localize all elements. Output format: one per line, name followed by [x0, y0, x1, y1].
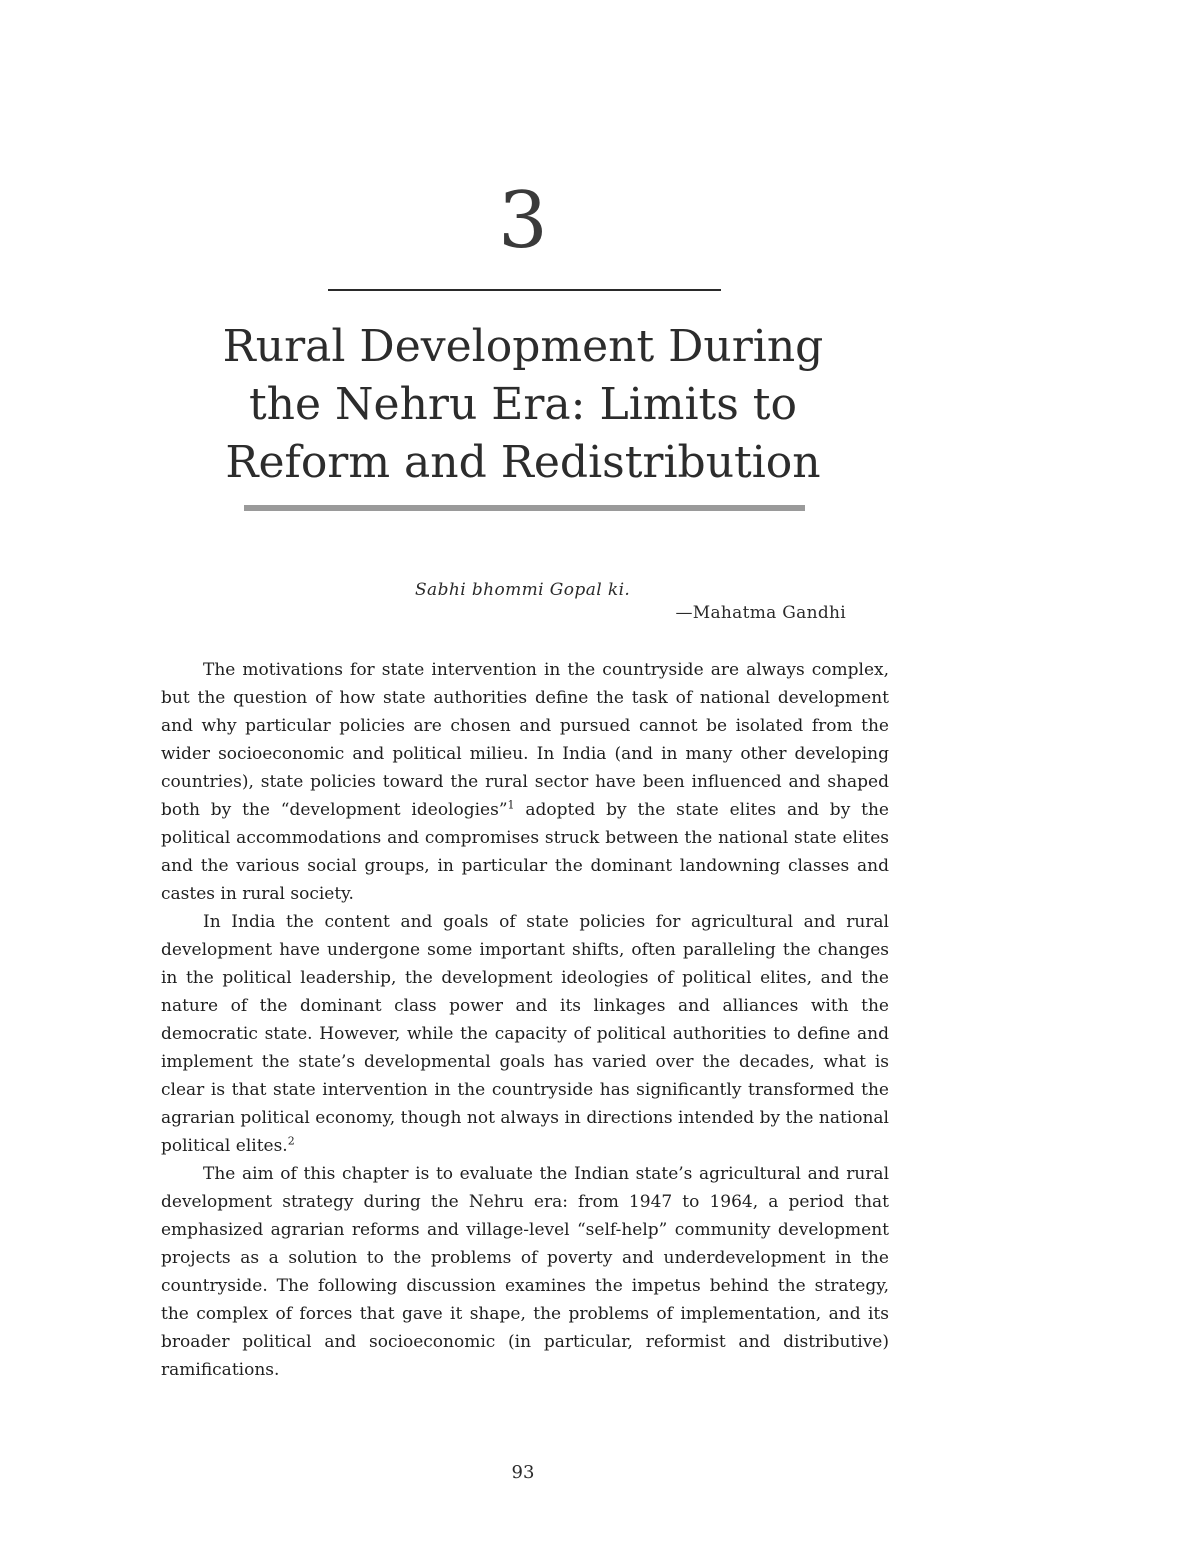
epigraph-attribution: —Mahatma Gandhi: [675, 603, 846, 623]
page-number: 93: [511, 1462, 535, 1483]
paragraph-1-text-b: adopted by the state elites and by the political accommodations and compromises struck between the national state elites and the various social groups, in particular the dominant landowning classes and castes in rural society.: [161, 800, 889, 904]
chapter-bottom-rule: [244, 505, 805, 511]
epigraph-quote: Sabhi bhommi Gopal ki.: [415, 580, 631, 600]
chapter-top-rule: [328, 289, 721, 291]
paragraph-2-text: In India the content and goals of state policies for agricultural and rural development have undergone some important shifts, often paralleling the changes in the political leadership, the development ideologies of political elites, and the nature of the dominant class power and its linkages and alliances with the democratic state. However, while the capacity of political authorities to define and implement the state’s developmental goals has varied over the decades, what is clear is that state intervention in the countryside has significantly transformed the agrarian political economy, though not always in directions intended by the national political elites.: [161, 912, 889, 1156]
footnote-ref-1: 1: [507, 798, 515, 812]
body-paragraph-3: The aim of this chapter is to evaluate the Indian state’s agricultural and rural development strategy during the Nehru era: from 1947 to 1964, a period that emphasized agrarian reforms and village-level “self-help” community development projects as a solution to the problems of poverty and underdevelopment in the countryside. The following discussion examines the impetus behind the strategy, the complex of forces that gave it shape, the problems of implementation, and its broader political and socioeconomic (in particular, reformist and distributive) ramifications.: [161, 1164, 889, 1380]
chapter-number: 3: [498, 176, 548, 266]
chapter-title: [0, 318, 1046, 492]
body-paragraph-1: [161, 656, 889, 908]
chapter-title-line-1: Rural Development During: [222, 321, 824, 372]
chapter-body: [161, 656, 889, 1384]
chapter-title-line-2: the Nehru Era: Limits to: [249, 379, 797, 430]
paragraph-1-text-a: The motivations for state intervention in the countryside are always complex, but the question of how state authorities define the task of national development and why particular policies are chosen and pursued cannot be isolated from the wider socioeconomic and political milieu. In India (and in many other developing countries), state policies toward the rural sector have been influenced and shaped both by the “development ideologies”: [161, 660, 889, 820]
chapter-title-line-3: Reform and Redistribution: [225, 437, 821, 488]
body-paragraph-2: [161, 908, 889, 1160]
footnote-ref-2: 2: [287, 1134, 295, 1148]
